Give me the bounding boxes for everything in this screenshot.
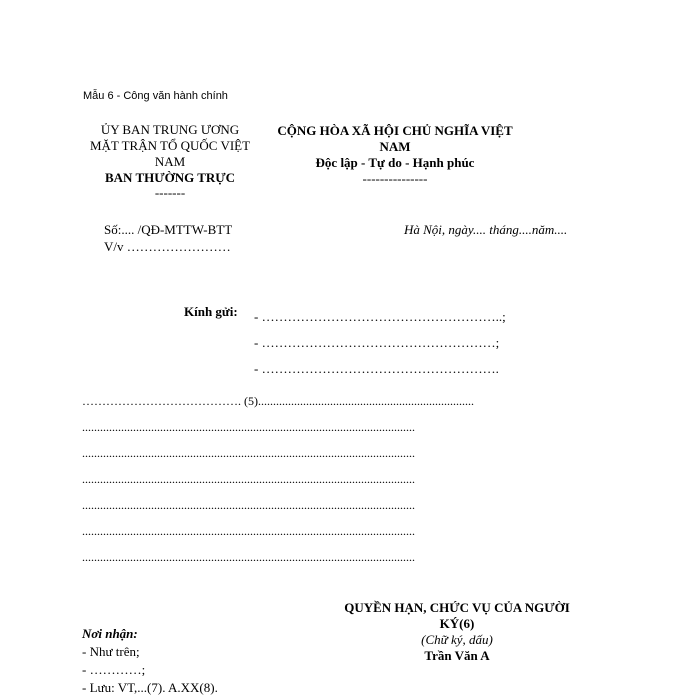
footer-recipient-item: - Như trên; xyxy=(82,644,140,659)
footer-recipients-label: Nơi nhận: xyxy=(82,626,138,641)
issuer-line-4: BAN THƯỜNG TRỰC xyxy=(104,170,235,185)
body-line: ............................................................................................................... xyxy=(82,420,415,434)
body-content xyxy=(82,388,542,570)
signature-block xyxy=(322,600,592,664)
issuer-line-1: ỦY BAN TRUNG ƯƠNG xyxy=(100,122,240,137)
footer-recipients xyxy=(82,625,218,697)
recipients-label: Kính gửi: xyxy=(184,304,238,319)
signer-name: Trần Văn A xyxy=(424,648,490,663)
issuer-block xyxy=(80,122,260,200)
national-header xyxy=(270,123,520,187)
body-line: ............................................................................................................... xyxy=(82,498,415,512)
form-label: Mẫu 6 - Công văn hành chính xyxy=(83,90,228,102)
doc-number: Số:.... /QĐ-MTTW-BTT xyxy=(104,222,233,237)
signature-note: (Chữ ký, dấu) xyxy=(421,632,493,647)
motto: Độc lập - Tự do - Hạnh phúc xyxy=(315,155,475,170)
footer-recipient-item: - …………; xyxy=(82,662,146,677)
subject-line: V/v …………………… xyxy=(104,239,231,254)
recipient-line: - ………………………………………………. xyxy=(254,361,499,376)
issuer-divider: ------- xyxy=(154,185,186,200)
issuer-line-2: MẶT TRẬN TỔ QUỐC VIỆT xyxy=(89,138,251,153)
header-divider: --------------- xyxy=(362,171,428,186)
recipient-line: - ………………………………………………..; xyxy=(254,309,506,324)
signer-title-cont: KÝ(6) xyxy=(439,616,475,631)
body-line: ............................................................................................................... xyxy=(82,472,415,486)
recipients-list xyxy=(254,304,506,382)
place-date: Hà Nội, ngày.... tháng....năm.... xyxy=(404,222,568,237)
body-line: ............................................................................................................... xyxy=(82,446,415,460)
doc-number-block xyxy=(104,221,232,255)
national-title: CỘNG HÒA XÃ HỘI CHỦ NGHĨA VIỆT NAM xyxy=(277,123,513,154)
signer-title: QUYỀN HẠN, CHỨC VỤ CỦA NGƯỜI xyxy=(344,600,570,615)
footer-recipient-item: - Lưu: VT,...(7). A.XX(8). xyxy=(82,680,218,695)
recipient-line: - ………………………………………………; xyxy=(254,335,500,350)
body-line: ............................................................................................................... xyxy=(82,524,415,538)
body-line: ............................................................................................................... xyxy=(82,550,415,564)
issuer-line-3: NAM xyxy=(154,154,186,169)
body-first-line: …………………………………. (5)........................................................................ xyxy=(82,394,474,408)
